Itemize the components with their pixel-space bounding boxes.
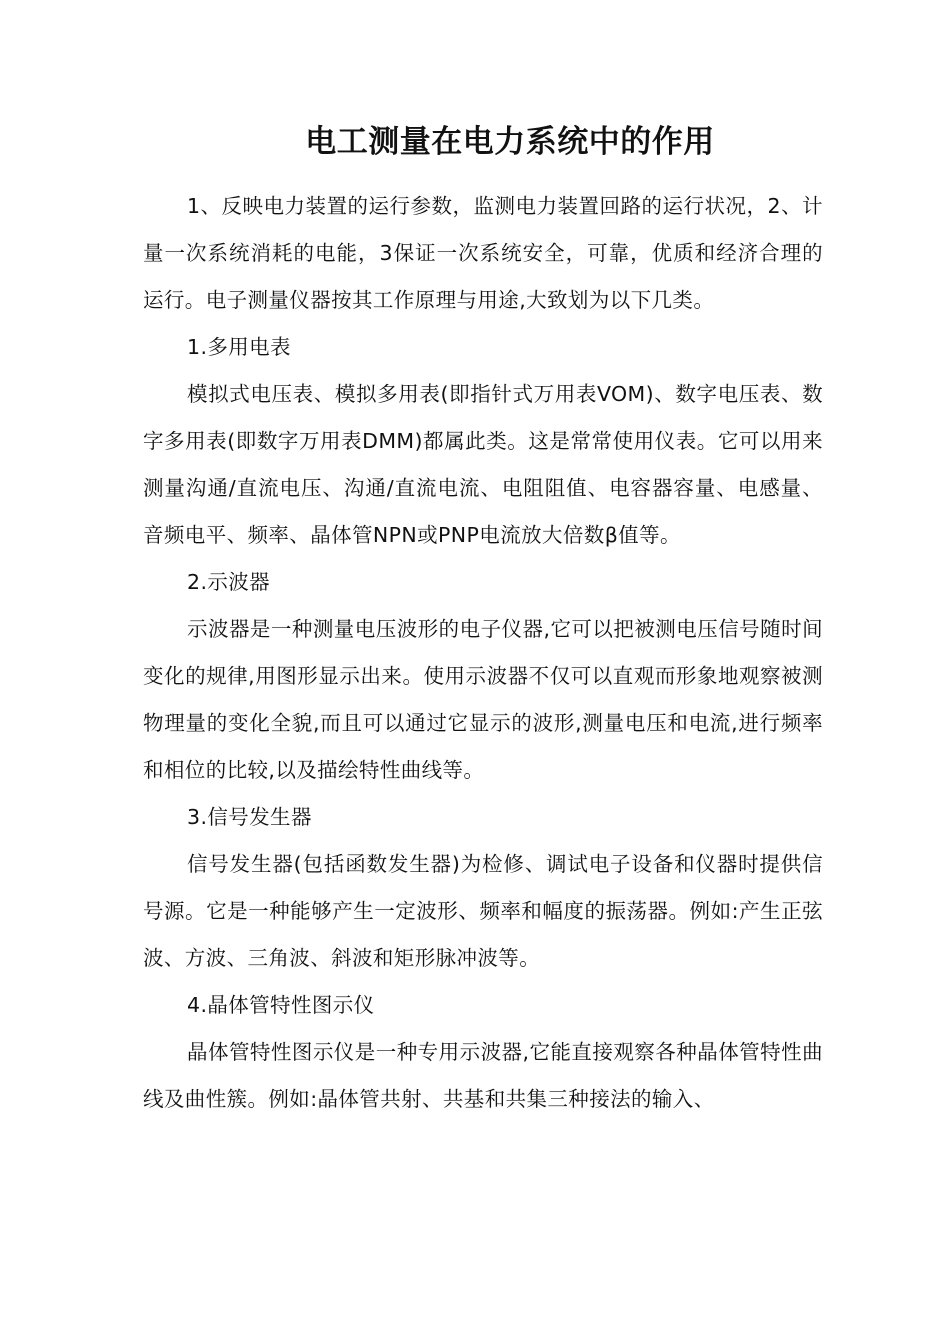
section-heading-multimeter: 1.多用电表 [187, 335, 291, 359]
paragraph-signal-generator: 信号发生器(包括函数发生器)为检修、调试电子设备和仪器时提供信号源。它是一种能够产生一定波形、频率和幅度的振荡器。例如:产生正弦波、方波、三角波、斜波和矩形脉冲波等。 [143, 852, 823, 970]
section-heading-oscilloscope: 2.示波器 [187, 570, 271, 594]
paragraph-multimeter: 模拟式电压表、模拟多用表(即指针式万用表VOM)、数字电压表、数字多用表(即数字万用表DMM)都属此类。这是常常使用仪表。它可以用来测量沟通/直流电压、沟通/直流电流、电阻阻值、电容器容量、电感量、音频电平、频率、晶体管NPN或PNP电流放大倍数β值等。 [143, 382, 823, 547]
paragraph-transistor-tracer: 晶体管特性图示仪是一种专用示波器,它能直接观察各种晶体管特性曲线及曲性簇。例如:晶体管共射、共基和共集三种接法的输入、 [143, 1040, 823, 1111]
section-heading-transistor-tracer: 4.晶体管特性图示仪 [187, 993, 375, 1017]
paragraph-oscilloscope: 示波器是一种测量电压波形的电子仪器,它可以把被测电压信号随时间变化的规律,用图形显示出来。使用示波器不仅可以直观而形象地观察被测物理量的变化全貌,而且可以通过它显示的波形,测量电压和电流,进行频率和相位的比较,以及描绘特性曲线等。 [143, 617, 823, 782]
section-heading-signal-generator: 3.信号发生器 [187, 805, 312, 829]
paragraph-intro: 1、反映电力装置的运行参数，监测电力装置回路的运行状况，2、计量一次系统消耗的电能，3保证一次系统安全，可靠，优质和经济合理的运行。电子测量仪器按其工作原理与用途,大致划为以下几类。 [143, 194, 823, 312]
document-body [143, 183, 823, 1123]
document-title: 电工测量在电力系统中的作用 [305, 124, 715, 160]
